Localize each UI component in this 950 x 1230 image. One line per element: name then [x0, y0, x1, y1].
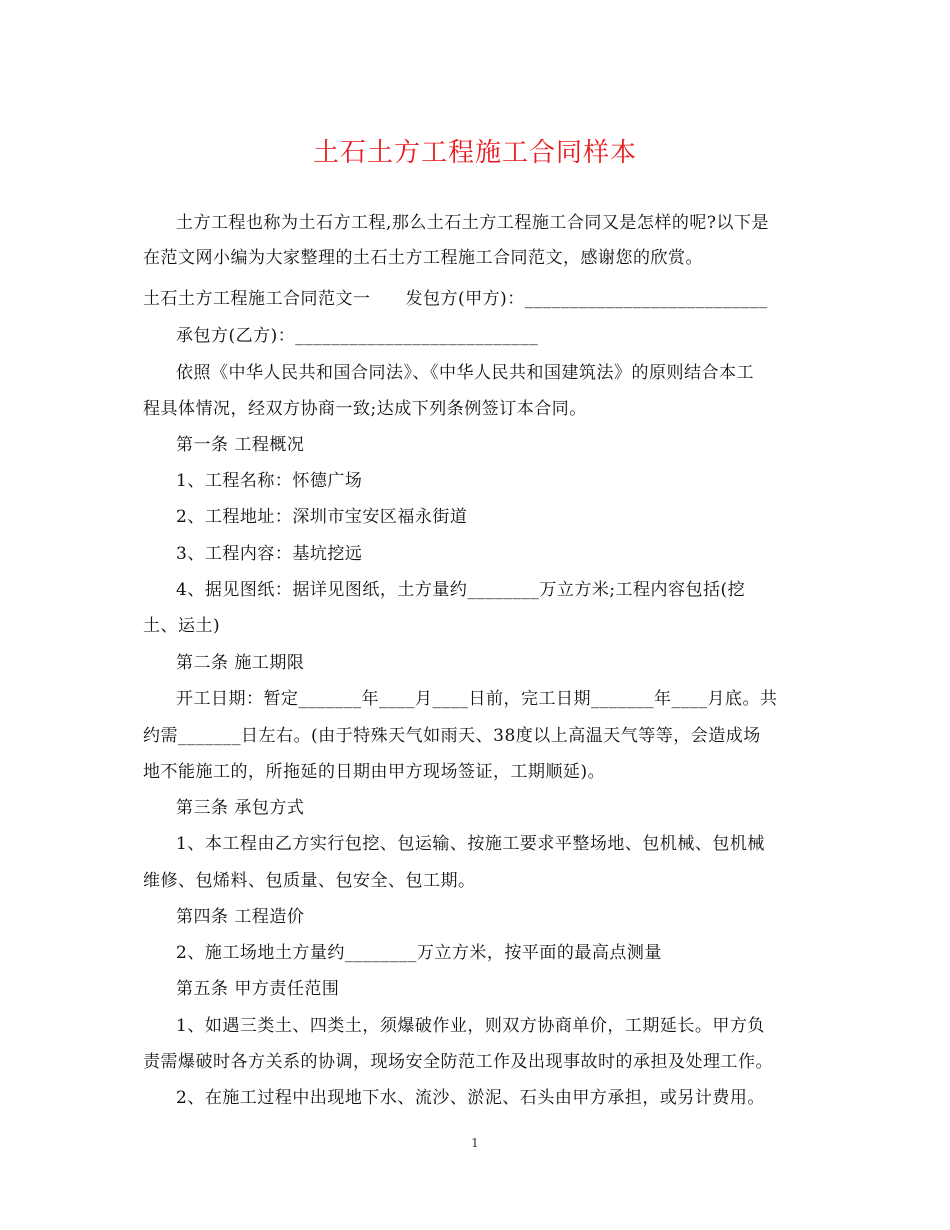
section-heading: 第四条 工程造价 [176, 907, 305, 927]
paragraph-line: 土、运土) [143, 616, 221, 636]
paragraph-line: 维修、包烯料、包质量、包安全、包工期。 [143, 871, 476, 891]
paragraph-line: 土石土方工程施工合同范文一 发包方(甲方)：___________________________ [143, 289, 768, 309]
paragraph-line: 责需爆破时各方关系的协调，现场安全防范工作及出现事故时的承担及处理工作。 [143, 1052, 773, 1072]
paragraph-line: 1、工程名称：怀德广场 [176, 471, 363, 491]
page-number: 1 [471, 1136, 479, 1150]
section-heading: 第二条 施工期限 [176, 653, 305, 673]
paragraph-line: 2、施工场地土方量约________万立方米，按平面的最高点测量 [176, 943, 662, 963]
paragraph-line: 4、据见图纸：据详见图纸，土方量约________万立方米;工程内容包括(挖 [176, 580, 746, 600]
paragraph-line: 土方工程也称为土石方工程,那么土石土方工程施工合同又是怎样的呢?以下是 [176, 213, 770, 233]
paragraph-line: 1、如遇三类土、四类土，须爆破作业，则双方协商单价，工期延长。甲方负 [176, 1016, 765, 1036]
paragraph-line: 2、工程地址：深圳市宝安区福永街道 [176, 507, 468, 527]
document-title: 土石土方工程施工合同样本 [312, 138, 637, 168]
paragraph-line: 开工日期：暂定_______年____月____日前，完工日期_______年____月底。共 [176, 689, 778, 709]
paragraph-line: 承包方(乙方)：___________________________ [176, 326, 539, 346]
paragraph-line: 依照《中华人民共和国合同法》、《中华人民共和国建筑法》的原则结合本工 [176, 363, 754, 383]
paragraph-line: 程具体情况，经双方协商一致;达成下列条例签订本合同。 [143, 399, 587, 419]
paragraph-line: 约需_______日左右。(由于特殊天气如雨天、38度以上高温天气等等，会造成场 [143, 726, 761, 746]
paragraph-line: 3、工程内容：基坑挖远 [176, 544, 363, 564]
section-heading: 第三条 承包方式 [176, 798, 305, 818]
paragraph-line: 地不能施工的，所拖延的日期由甲方现场签证，工期顺延)。 [143, 762, 606, 782]
section-heading: 第五条 甲方责任范围 [176, 979, 340, 999]
paragraph-line: 在范文网小编为大家整理的土石土方工程施工合同范文，感谢您的欣赏。 [143, 248, 703, 268]
paragraph-line: 1、本工程由乙方实行包挖、包运输、按施工要求平整场地、包机械、包机械 [176, 834, 765, 854]
paragraph-line: 2、在施工过程中出现地下水、流沙、淤泥、石头由甲方承担，或另计费用。 [176, 1088, 765, 1108]
section-heading: 第一条 工程概况 [176, 435, 305, 455]
